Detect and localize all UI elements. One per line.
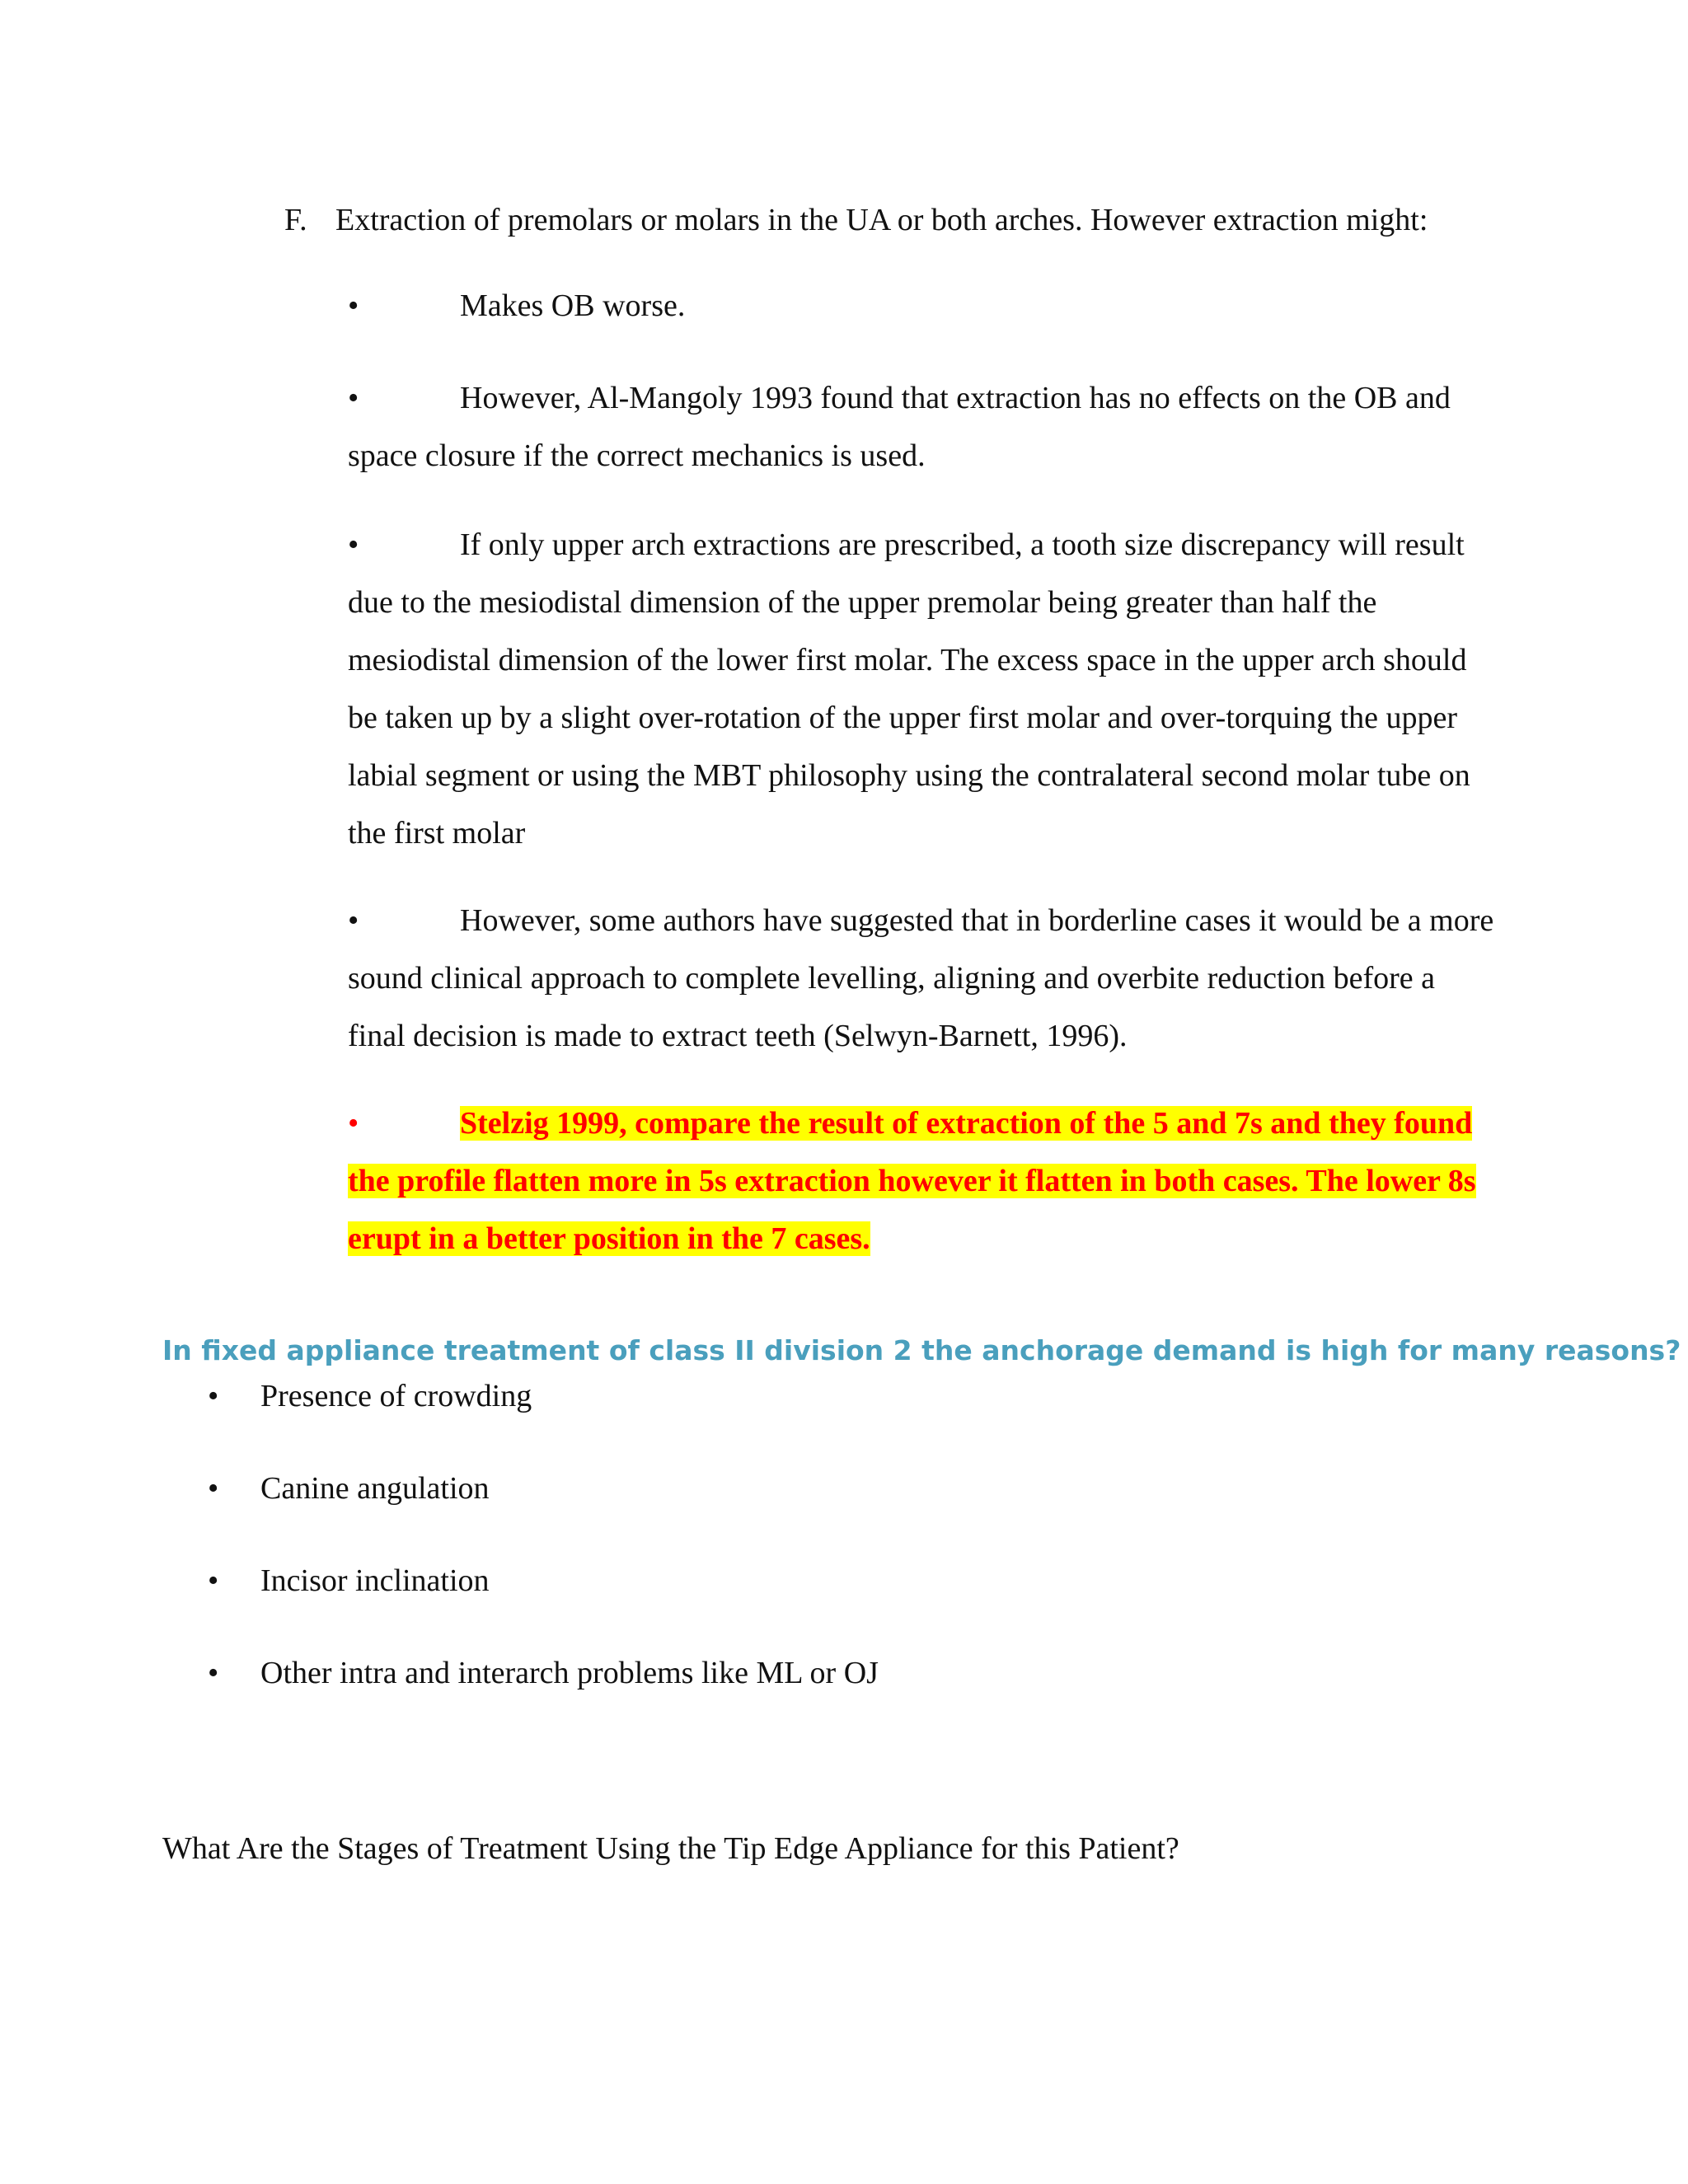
bullet-symbol: • bbox=[348, 1106, 359, 1141]
bullet-symbol: • bbox=[348, 903, 359, 938]
bullet-text-line: However, some authors have suggested that in borderline cases it would be a more bbox=[460, 903, 1494, 938]
highlighted-text-line: the profile flatten more in 5s extraction however it flatten in both cases. The lower 8s bbox=[348, 1164, 1476, 1198]
bullet-item bbox=[348, 892, 1559, 1065]
list-item bbox=[208, 1371, 532, 1421]
bullet-text-line: sound clinical approach to complete levelling, aligning and overbite reduction before a bbox=[348, 961, 1435, 996]
list-item-text: Extraction of premolars or molars in the UA or both arches. However extraction might: bbox=[335, 203, 1428, 237]
list-item-text: Canine angulation bbox=[260, 1471, 490, 1506]
highlighted-text-line: Stelzig 1999, compare the result of extraction of the 5 and 7s and they found bbox=[460, 1106, 1473, 1141]
list-item-text: Incisor inclination bbox=[260, 1563, 490, 1598]
bullet-item bbox=[348, 516, 1559, 862]
bullet-text-line: However, Al-Mangoly 1993 found that extraction has no effects on the OB and bbox=[460, 381, 1451, 415]
list-item-text: Other intra and interarch problems like ML or OJ bbox=[260, 1656, 879, 1690]
bullet-text-line: Makes OB worse. bbox=[460, 288, 686, 323]
list-item bbox=[208, 1556, 490, 1605]
list-item-f bbox=[284, 191, 1428, 249]
bullet-text-line: the first molar bbox=[348, 816, 526, 851]
list-marker: F. bbox=[284, 203, 307, 237]
bullet-symbol: • bbox=[208, 1563, 219, 1598]
bullet-symbol: • bbox=[208, 1471, 219, 1506]
list-item-text: Presence of crowding bbox=[260, 1379, 532, 1413]
list-item bbox=[208, 1464, 490, 1513]
bullet-text-line: space closure if the correct mechanics is used. bbox=[348, 438, 926, 473]
bullet-item bbox=[348, 369, 1559, 485]
bullet-text-line: final decision is made to extract teeth (Selwyn-Barnett, 1996). bbox=[348, 1019, 1128, 1053]
bullet-text-line: due to the mesiodistal dimension of the upper premolar being greater than half the bbox=[348, 585, 1377, 620]
list-item bbox=[208, 1648, 879, 1698]
bullet-text-line: If only upper arch extractions are prescribed, a tooth size discrepancy will result bbox=[460, 527, 1465, 562]
bullet-text-line: labial segment or using the MBT philosophy using the contralateral second molar tube on bbox=[348, 758, 1470, 793]
bullet-symbol: • bbox=[348, 288, 359, 323]
bullet-symbol: • bbox=[208, 1656, 219, 1690]
highlighted-text-line: erupt in a better position in the 7 cases. bbox=[348, 1221, 870, 1256]
bullet-symbol: • bbox=[348, 381, 359, 415]
bullet-item bbox=[348, 277, 1559, 335]
section-heading: In fixed appliance treatment of class II division 2 the anchorage demand is high for many reasons? bbox=[162, 1334, 1681, 1366]
bullet-text-line: mesiodistal dimension of the lower first molar. The excess space in the upper arch should bbox=[348, 643, 1467, 677]
bullet-symbol: • bbox=[208, 1379, 219, 1413]
bullet-text-line: be taken up by a slight over-rotation of the upper first molar and over-torquing the upper bbox=[348, 701, 1458, 735]
highlighted-bullet-item bbox=[348, 1094, 1559, 1268]
question-heading: What Are the Stages of Treatment Using the Tip Edge Appliance for this Patient? bbox=[162, 1831, 1179, 1866]
bullet-symbol: • bbox=[348, 527, 359, 562]
